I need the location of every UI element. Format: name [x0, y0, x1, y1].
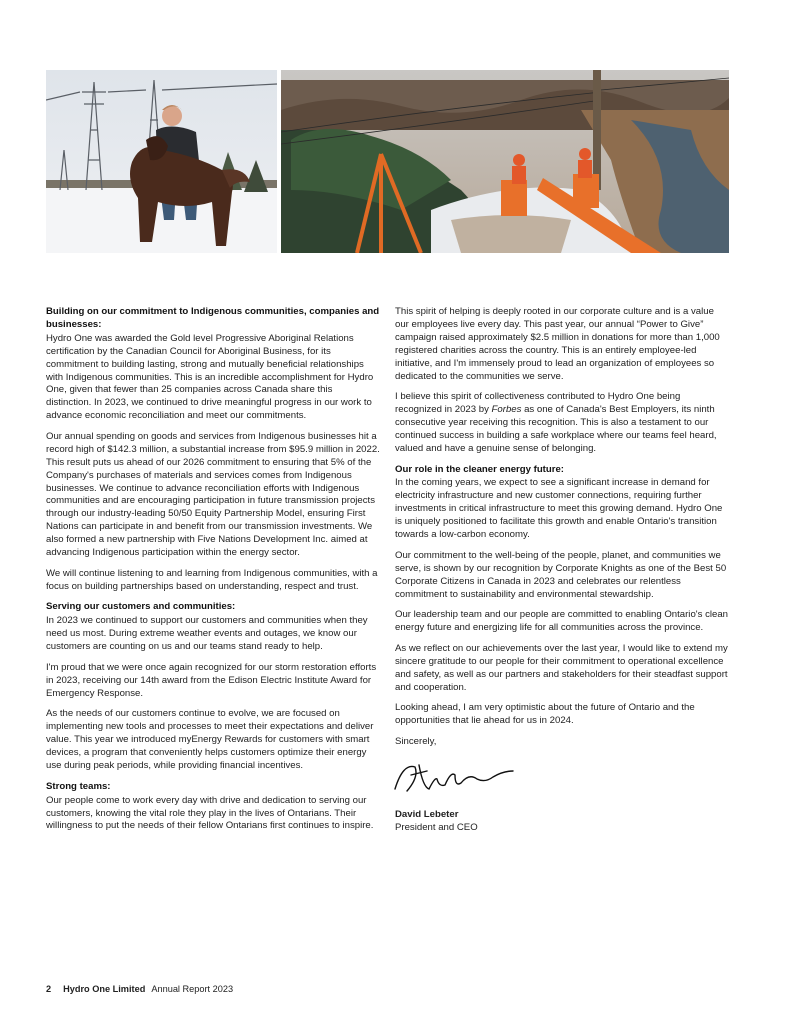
paragraph-energy-5: Looking ahead, I am very optimistic about the future of Ontario and the opportunities that lie ahead for us in 2024.	[395, 702, 695, 727]
page-footer	[46, 984, 233, 994]
photo-line-workers	[281, 70, 729, 253]
paragraph-spirit-of-helping: This spirit of helping is deeply rooted in our corporate culture and is a value our employees live every day. This past year, our annual “Power to Give” campaign raised approximately $2.5 million in donations for more than 1,000 registered charities across the country. This is an entirely employee-led initiative, and I'm immensely proud to lead an organization of employees so dedicated to the communities we serve.	[395, 306, 720, 382]
footer-company: Hydro One Limited	[63, 984, 146, 994]
paragraph-energy-4: As we reflect on our achievements over the last year, I would like to extend my sincere gratitude to our people for their commitment to operational excellence and safety, as well as our partners and stakeholders for their steadfast support and cooperation.	[395, 642, 728, 693]
signer-title: President and CEO	[395, 821, 478, 833]
left-text-column	[46, 306, 380, 841]
paragraph-forbes-recognition	[395, 391, 729, 456]
signature-image	[389, 757, 519, 795]
heading-serving-customers: Serving our customers and communities:	[46, 601, 236, 613]
heading-indigenous-commitment: Building on our commitment to Indigenous communities, companies and businesses:	[46, 306, 380, 330]
paragraph-customers-3: As the needs of our customers continue to evolve, we are focused on implementing new tools and processes to meet their expectations and deliver value. This year we introduced myEnergy Rewards for customers with smart devices, a program that conveniently helps customers optimize their energy use during peak periods, while providing financial incentives.	[46, 708, 374, 771]
photo-line-workers-image	[281, 70, 729, 253]
photo-man-with-dog-image	[46, 70, 277, 253]
footer-report: Annual Report 2023	[151, 984, 234, 994]
paragraph-energy-2: Our commitment to the well-being of the people, planet, and communities we serve, is shown by our recognition by Corporate Knights as one of the Best 50 Corporate Citizens in Canada in 2023 and celebrates our relentless commitment to sustainability and environmental stewardship.	[395, 549, 727, 600]
paragraph-indigenous-2: Our annual spending on goods and services from Indigenous businesses hit a record high of $142.3 million, a substantial increase from $95.9 million in 2022. This result puts us ahead of our 2026 commitment to ensuring that 5% of the Company's purchases of materials and services comes from Indigenous businesses. We continue to advance reconciliation efforts with Indigenous communities and are encouraging participation in future transmission projects through our industry-leading 50/50 Equity Partnership Model, ensuring First Nations can participate in and benefit from our transmission investments. We also formed a new partnership with Five Nations Development Inc. aimed at advancing Indigenous participation within the energy sector.	[46, 430, 380, 559]
paragraph-indigenous-1: Hydro One was awarded the Gold level Progressive Aboriginal Relations certification by the Canadian Council for Aboriginal Business, for its commitment to building lasting, strong and mutually beneficial relationships with Indigenous communities. This is an incredible accomplishment for Hydro One, given that fewer than 25 companies across Canada share this distinction. In 2023, we continued to drive meaningful progress in our work to advance economic reconciliation and meet our commitments.	[46, 332, 374, 422]
paragraph-customers-2: I'm proud that we were once again recognized for our storm restoration efforts in 2023, receiving our 14th award from the Edison Electric Institute Award for Emergency Response.	[46, 661, 377, 699]
paragraph-energy-1: In the coming years, we expect to see a significant increase in demand for electricity infrastructure and new customer connections, requiring further investments in critical infrastructure to meet this growing demand. Hydro One is uniquely positioned to facilitate this growth and enable Ontario's transition towards a low-carbon economy.	[395, 477, 723, 541]
photo-man-with-dog	[46, 70, 277, 253]
forbes-text-after: as one of Canada's Best Employers, its ninth consecutive year receiving this recognition. This is also a testament to our continued success in building a safe workplace where our teams feel heard, valued and have a genuine sense of belonging.	[395, 404, 717, 454]
paragraph-customers-1: In 2023 we continued to support our customers and communities when they need us most. During extreme weather events and outages, we know our customers are counting on us and our teams stand ready to help.	[46, 615, 368, 653]
closing-text: Sincerely,	[395, 735, 437, 747]
paragraph-indigenous-3: We will continue listening to and learning from Indigenous communities, with a focus on building partnerships based on understanding, respect and trust.	[46, 567, 378, 592]
right-text-column	[395, 306, 729, 835]
signature-block	[395, 736, 729, 835]
paragraph-teams-1: Our people come to work every day with drive and dedication to serving our customers, knowing the vital role they play in the lives of Ontarians. Their willingness to put the needs of their fellow Ontarians first continues to inspire.	[46, 794, 374, 832]
signer-name: David Lebeter	[395, 808, 459, 820]
forbes-italic: Forbes	[491, 404, 522, 416]
forbes-text-before: I believe this spirit of collectiveness contributed to Hydro One being recognized in 2023 by	[395, 391, 681, 416]
page-number: 2	[46, 984, 52, 994]
heading-strong-teams: Strong teams:	[46, 780, 111, 792]
heading-cleaner-energy: Our role in the cleaner energy future:	[395, 463, 564, 475]
paragraph-energy-3: Our leadership team and our people are committed to enabling Ontario's clean energy future and energizing life for all communities across the province.	[395, 609, 729, 634]
